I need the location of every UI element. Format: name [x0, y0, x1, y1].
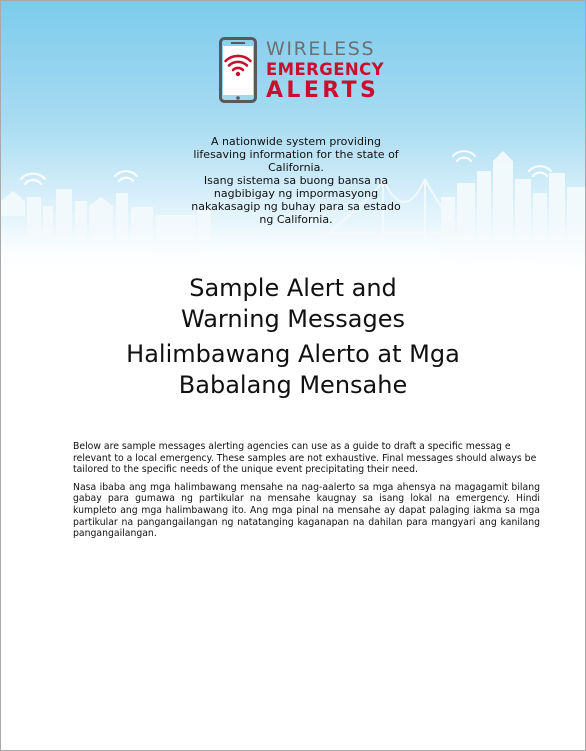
title-tagalog-line2: Babalang Mensahe	[178, 371, 408, 399]
logo-wordmark	[266, 37, 384, 102]
title-english	[61, 273, 525, 335]
body-block	[73, 441, 540, 546]
title-block	[61, 273, 525, 401]
phone-signal-icon	[219, 37, 259, 103]
body-english: Below are sample messages alerting agencies can use as a guide to draft a specific messag e relevant to a local emergency. These samples are not exhaustive. Final messages should always be tailored to the specific needs of the unique event precipitating their need.	[73, 441, 537, 476]
logo-emergency: EMERGENCY	[266, 60, 384, 79]
intro-block	[184, 135, 408, 226]
title-tagalog-line1: Halimbawang Alerto at Mga	[126, 340, 460, 368]
wea-logo	[219, 37, 389, 107]
intro-tagalog: Isang sistema sa buong bansa na nagbibigay ng impormasyong nakakasagip ng buhay para sa estado ng California.	[191, 174, 401, 226]
intro-english: A nationwide system providing lifesaving information for the state of California.	[193, 135, 399, 174]
title-english-line2: Warning Messages	[181, 305, 405, 333]
title-tagalog	[61, 339, 525, 401]
logo-wireless: WIRELESS	[266, 38, 376, 60]
logo-alerts: ALERTS	[266, 77, 380, 103]
body-tagalog: Nasa ibaba ang mga halimbawang mensahe na nag-aalerto sa mga ahensya na magagamit bilang gabay para gumawa ng partikular na mensahe kaugnay sa isang lokal na emergency. Hindi kumpleto ang mga halimbawang ito. Ang mga pinal na mensahe ay dapat palaging iakma sa mga partikular na pangangailangan ng natatanging kaganapan na dahilan para mangyari ang kanilang pangangailangan.	[73, 481, 540, 540]
title-english-line1: Sample Alert and	[189, 274, 397, 302]
